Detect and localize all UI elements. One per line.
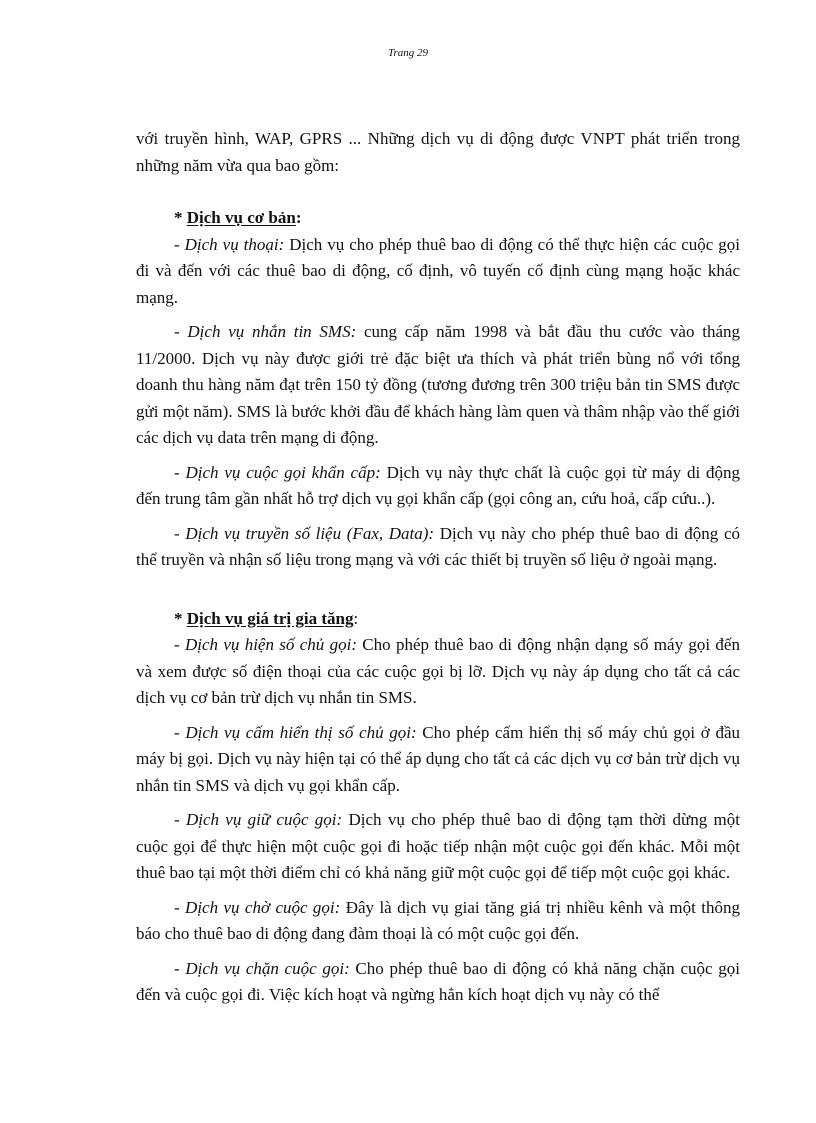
section-spacer [136, 574, 740, 606]
list-item: - Dịch vụ chờ cuộc gọi: Đây là dịch vụ giai tăng giá trị nhiều kênh và một thông báo cho thuê bao di động đang đàm thoại là có một cuộc gọi đến. [136, 897, 740, 943]
list-item: - Dịch vụ thoại: Dịch vụ cho phép thuê bao di động có thể thực hiện các cuộc gọi đi và đến với các thuê bao di động, cố định, vô tuyến cố định cùng mạng hoặc khác mạng. [136, 234, 740, 307]
list-item: - Dịch vụ nhắn tin SMS: cung cấp năm 1998 và bắt đầu thu cước vào tháng 11/2000. Dịch vụ này được giới trẻ đặc biệt ưa thích và phát triển bùng nổ với tổng doanh thu hàng năm đạt trên 150 tỷ đồng (tương đương trên 300 triệu bản tin SMS được gửi một năm). SMS là bước khởi đầu để khách hàng làm quen và thâm nhập vào thế giới các dịch vụ data trên mạng di động. [136, 322, 740, 447]
section-heading-value-added: * Dịch vụ giá trị gia tăng: [174, 608, 359, 628]
intro-paragraph: với truyền hình, WAP, GPRS ... Những dịch vụ di động được VNPT phát triển trong những năm vừa qua bao gồm: [136, 129, 740, 175]
list-item: - Dịch vụ truyền số liệu (Fax, Data): Dịch vụ này cho phép thuê bao di động có thể truyền và nhận số liệu trong mạng và với các thiết bị truyền số liệu ở ngoài mạng. [136, 523, 741, 569]
section-heading-value-added-text: Dịch vụ giá trị gia tăng [186, 608, 354, 628]
list-item: - Dịch vụ giữ cuộc gọi: Dịch vụ cho phép thuê bao di động tạm thời dừng một cuộc gọi để thực hiện một cuộc gọi đi hoặc tiếp nhận một cuộc gọi đến khác. Mỗi một thuê bao tại một thời điểm chỉ có khả năng giữ một cuộc gọi để tiếp một cuộc gọi khác. [136, 810, 740, 882]
list-item: - Dịch vụ hiện số chủ gọi: Cho phép thuê bao di động nhận dạng số máy gọi đến và xem được số điện thoại của các cuộc gọi bị lỡ. Dịch vụ này áp dụng cho tất cả các dịch vụ cơ bản trừ dịch vụ nhắn tin SMS. [136, 635, 740, 707]
section-heading-basic: * Dịch vụ cơ bản: [174, 208, 302, 227]
page-number: Trang 29 [387, 47, 429, 59]
section-heading-basic-text: Dịch vụ cơ bản [186, 208, 296, 227]
document-body [136, 126, 740, 1009]
list-item: - Dịch vụ cấm hiển thị số chủ gọi: Cho phép cấm hiển thị số máy chủ gọi ở đầu máy bị gọi. Dịch vụ này hiện tại có thể áp dụng cho tất cả các dịch vụ cơ bản trừ dịch vụ nhắn tin SMS và dịch vụ gọi khẩn cấp. [136, 722, 740, 795]
list-item: - Dịch vụ cuộc gọi khẩn cấp: Dịch vụ này thực chất là cuộc gọi từ máy di động đến trung tâm gần nhất hỗ trợ dịch vụ gọi khẩn cấp (gọi công an, cứu hoả, cấp cứu..). [136, 462, 740, 508]
list-item: - Dịch vụ chặn cuộc gọi: Cho phép thuê bao di động có khả năng chặn cuộc gọi đến và cuộc gọi đi. Việc kích hoạt và ngừng hẳn kích hoạt dịch vụ này có thể [136, 958, 740, 1004]
